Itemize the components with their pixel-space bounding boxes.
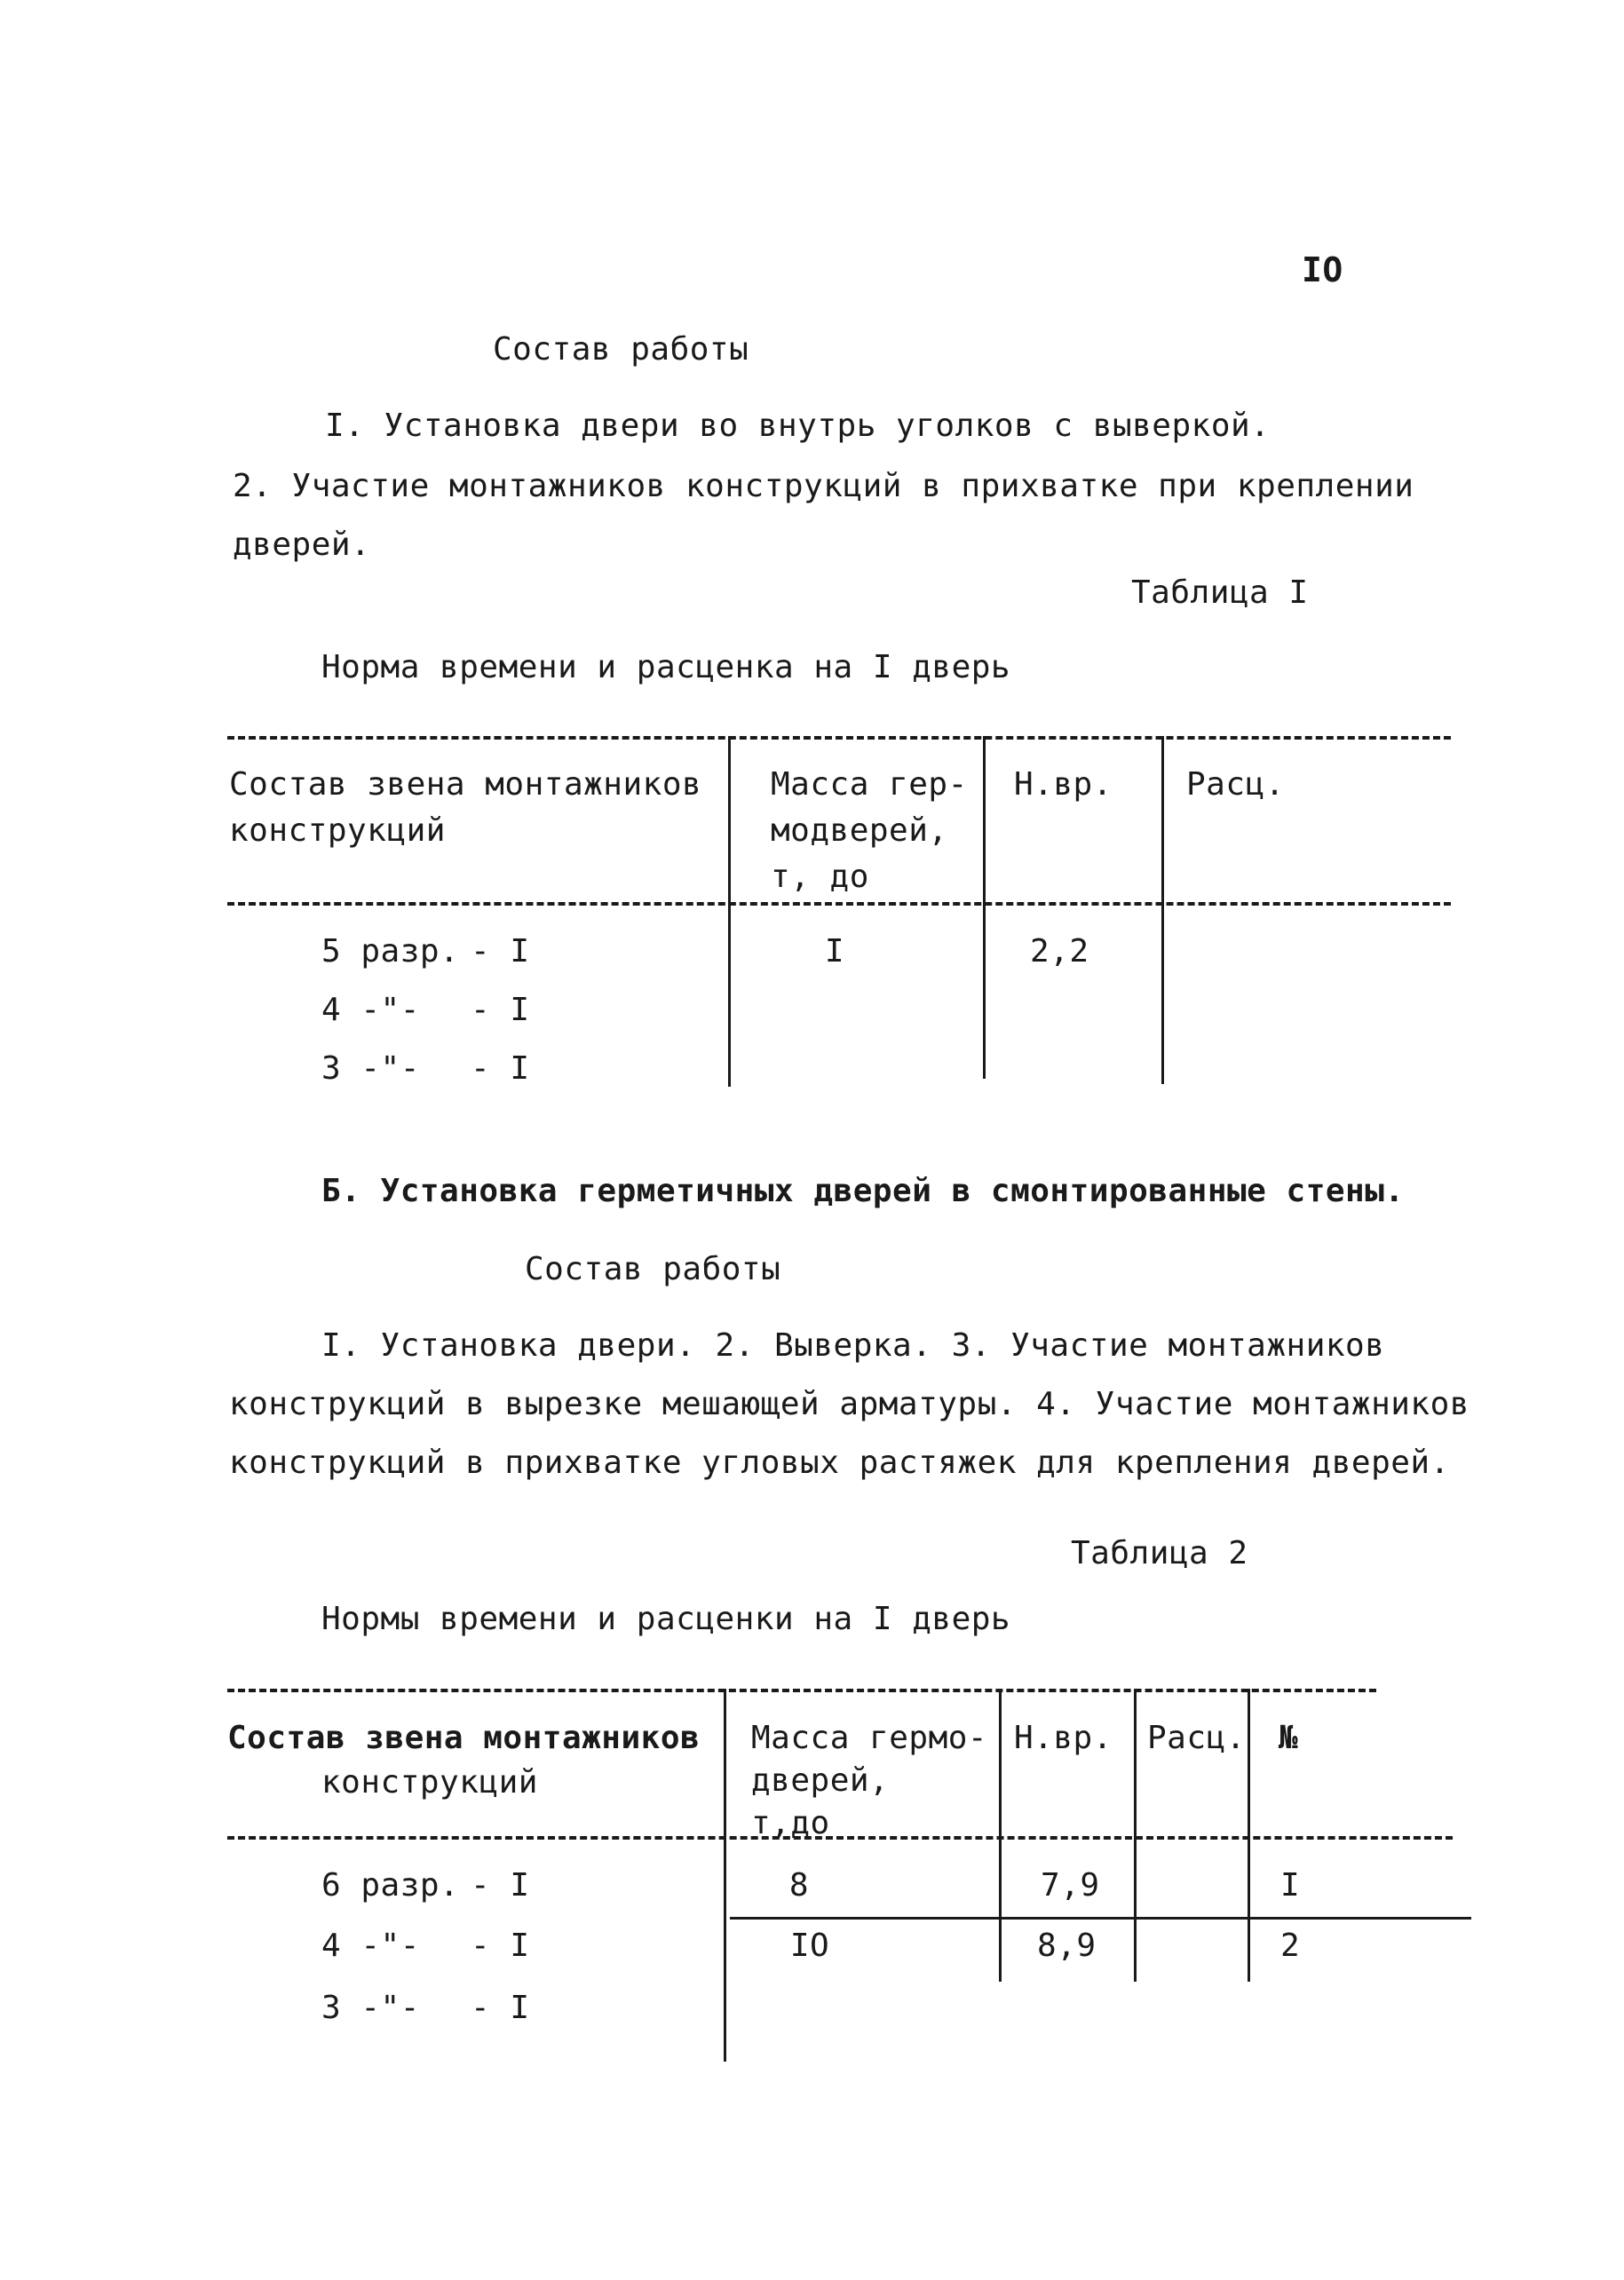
table1-header-mass: модверей, [771,812,948,849]
table1-label: Таблица I [1131,574,1309,611]
table1-col-divider [983,736,986,1079]
table1-header-crew: конструкций [229,812,446,849]
table1-crew-count: - I [471,992,530,1028]
table2-header-rule [227,1836,1453,1840]
section1-item1: I. Установка двери во внутрь уголков с выверкой. [325,408,1271,444]
table2-crew-grade: 4 -"- [321,1928,420,1964]
table2-crew-count: - I [471,1990,530,2026]
section2-text-line3: конструкций в прихватке угловых растяжек для крепления дверей. [229,1445,1450,1481]
table1-header-norm: Н.вр. [1014,766,1113,803]
table1-header-crew: Состав звена монтажников [229,766,702,803]
table2-col-divider [1248,1689,1250,1982]
table2-header-number: № [1279,1720,1299,1756]
table2-cell-mass: IO [789,1928,830,1964]
table1-crew-grade: 5 разр. [321,933,460,970]
section1-heading: Состав работы [493,331,749,368]
table2-header-crew: Состав звена монтажников [227,1720,701,1756]
section1-item2-line2: дверей. [233,526,371,563]
table1-caption: Норма времени и расценка на I дверь [321,649,1011,685]
table2-header-rate: Расц. [1147,1720,1246,1756]
table2-col-divider [724,1689,726,2062]
table1-cell-mass: I [824,933,845,970]
table2-col-divider [999,1689,1002,1982]
table2-cell-number: I [1280,1867,1301,1904]
table2-crew-count: - I [471,1867,530,1904]
section2-title: Б. Установка герметичных дверей в смонтированные стены. [321,1173,1405,1209]
table2-cell-norm: 7,9 [1041,1867,1100,1904]
table1-cell-norm: 2,2 [1030,933,1089,970]
section2-text-line1: I. Установка двери. 2. Выверка. 3. Участие монтажников [321,1327,1385,1364]
table1-col-divider [728,736,731,1087]
table2-caption: Нормы времени и расценки на I дверь [321,1601,1011,1637]
table1-header-mass: т, до [771,859,869,895]
table1-crew-count: - I [471,1050,530,1087]
table2-row-rule [730,1917,1471,1920]
table1-col-divider [1161,736,1164,1084]
table2-crew-count: - I [471,1928,530,1964]
table2-cell-norm: 8,9 [1037,1928,1097,1964]
table2-cell-number: 2 [1280,1928,1301,1964]
section2-text-line2: конструкций в вырезке мешающей арматуры. 4. Участие монтажников [229,1386,1470,1422]
table2-header-mass: дверей, [751,1762,890,1799]
table1-header-rule [227,902,1451,906]
table2-crew-grade: 3 -"- [321,1990,420,2026]
table2-crew-grade: 6 разр. [321,1867,460,1904]
table2-header-mass: Масса гермо- [751,1720,988,1756]
table2-top-rule [227,1689,1376,1692]
table1-header-mass: Масса гер- [771,766,968,803]
table1-crew-grade: 3 -"- [321,1050,420,1087]
table1-crew-count: - I [471,933,530,970]
section2-heading: Состав работы [525,1251,781,1287]
table2-header-norm: Н.вр. [1014,1720,1113,1756]
table2-header-crew: конструкций [321,1764,538,1801]
table2-cell-mass: 8 [788,1867,810,1904]
table1-top-rule [227,736,1451,740]
table1-crew-grade: 4 -"- [321,992,420,1028]
table1-header-rate: Расц. [1186,766,1285,803]
table2-header-mass: т,до [751,1805,830,1841]
section1-item2-line1: 2. Участие монтажников конструкций в прихватке при креплении [233,468,1414,504]
page-number: IO [1302,250,1343,289]
table2-label: Таблица 2 [1071,1535,1248,1571]
table2-col-divider [1134,1689,1137,1982]
